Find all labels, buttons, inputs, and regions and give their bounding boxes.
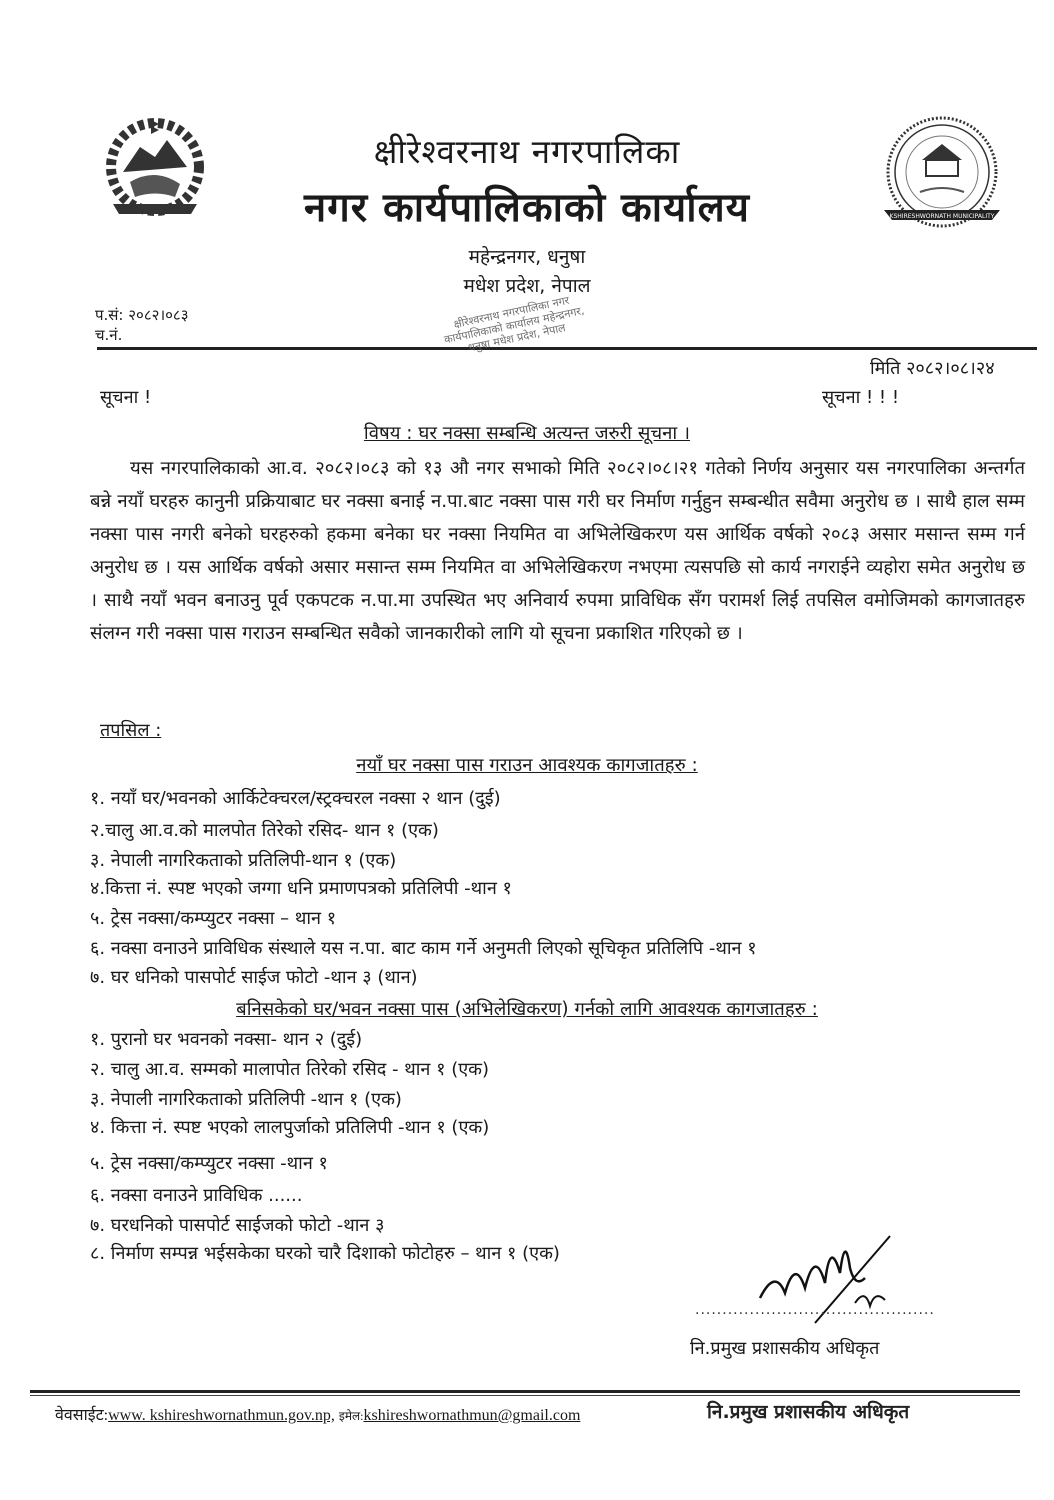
address-line-1: महेन्द्रनगर, धनुषा <box>468 246 586 268</box>
list-item: ३. नेपाली नागरिकताको प्रतिलिपी-थान १ (एक) <box>90 850 397 871</box>
list-item: ५. ट्रेस नक्सा/कम्प्युटर नक्सा -थान १ <box>90 1153 328 1174</box>
municipality-name: क्षीरेश्वरनाथ नगरपालिका <box>373 132 681 171</box>
body-paragraph: यस नगरपालिकाको आ.व. २०८२।०८३ को १३ औ नगर सभाको मिति २०८२।०८।२१ गतेको निर्णय अनुसार यस नगरपालिका अन्तर्गत बन्ने नयाँ घरहरु कानुनी प्रक्रियाबाट घर नक्सा बनाई न.पा.बाट नक्सा पास गरी घर निर्माण गर्नुहुन सम्बन्धीत सवैमा अनुरोध छ । साथै हाल सम्म नक्सा पास नगरी बनेको घरहरुको हकमा बनेका घर नक्सा नियमित वा अभिलेखिकरण यस आर्थिक वर्षको २०८३ असार मसान्त सम्म गर्न अनुरोध छ । यस आर्थिक वर्षको असार मसान्त सम्म नियमित वा अभिलेखिकरण नभएमा त्यसपछि सो कार्य नगराईने व्यहोरा समेत अनुरोध छ । साथै नयाँ भवन बनाउनु पूर्व एकपटक न.पा.मा उपस्थित भए अनिवार्य रुपमा प्राविधिक सँग परामर्श लिई तपसिल वमोजिमको कागजातहरु संलग्न गरी नक्सा पास गराउन सम्बन्धित सवैको जानकारीको लागि यो सूचना प्रकाशित गरिएको छ । <box>90 458 1025 644</box>
tapsil-label: तपसिल : <box>100 720 162 741</box>
footer-contact <box>55 1403 580 1425</box>
website-link[interactable]: www. kshireshwornathmun.gov.np, <box>108 1407 335 1424</box>
stamp-signatory-title: नि.प्रमुख प्रशासकीय अधिकृत <box>705 1398 911 1424</box>
office-stamp <box>437 290 603 414</box>
email-link[interactable]: kshireshwornathmun@gmail.com <box>363 1407 581 1424</box>
list-item: ७. घरधनिको पासपोर्ट साईजको फोटो -थान ३ <box>90 1215 385 1236</box>
list-item: ३. नेपाली नागरिकताको प्रतिलिपी -थान १ (एक) <box>90 1089 402 1110</box>
list-item: ६. नक्सा वनाउने प्राविधिक ...... <box>90 1185 303 1206</box>
list-item: ८. निर्माण सम्पन्न भईसकेका घरको चारै दिशाको फोटोहरु – थान १ (एक) <box>90 1243 560 1264</box>
subject: विषय : घर नक्सा सम्बन्धि अत्यन्त जरुरी सूचना । <box>363 423 691 444</box>
address-line-2: मधेश प्रदेश, नेपाल <box>463 275 591 297</box>
seal-text: KSHIRESHWORNATH MUNICIPALITY <box>889 213 995 220</box>
list-item: ६. नक्सा वनाउने प्राविधिक संस्थाले यस न.पा. बाट काम गर्ने अनुमती लिएको सूचिकृत प्रतिलिपि -थान १ <box>90 938 757 959</box>
notice-right: सूचना ! ! ! <box>822 387 900 408</box>
footer-rule-thin <box>30 1395 1020 1396</box>
list-item: १. पुरानो घर भवनको नक्सा- थान २ (दुई) <box>90 1029 363 1050</box>
email-label: इमेल: <box>338 1409 364 1423</box>
office-name: नगर कार्यपालिकाको कार्यालय <box>304 185 750 231</box>
list-item: ५. ट्रेस नक्सा/कम्प्युटर नक्सा – थान १ <box>90 908 337 929</box>
signatory-title: नि.प्रमुख प्रशासकीय अधिकृत <box>690 1338 880 1359</box>
letter-number: प.सं: २०८२।०८३ <box>95 306 189 324</box>
list-item: १. नयाँ घर/भवनको आर्किटेक्चरल/स्ट्रक्चरल नक्सा २ थान (दुई) <box>90 788 501 809</box>
stamp-text: क्षीरेश्वरनाथ नगरपालिका नगर कार्यपालिकाको कार्यालय महेन्द्रनगर, धनुषा मधेश प्रदेश, नेपाल <box>442 293 586 355</box>
existing-house-heading: बनिसकेको घर/भवन नक्सा पास (अभिलेखिकरण) गर्नको लागि आवश्यक कागजातहरु : <box>236 999 818 1020</box>
dispatch-number: च.नं. <box>95 326 123 344</box>
date: मिति २०८२।०८।२४ <box>870 358 995 379</box>
list-item: ४.कित्ता नं. स्पष्ट भएको जग्गा धनि प्रमाणपत्रको प्रतिलिपी -थान १ <box>90 878 512 899</box>
website-label: वेवसाईट: <box>55 1407 109 1424</box>
list-item: ४. कित्ता नं. स्पष्ट भएको लालपुर्जाको प्रतिलिपी -थान १ (एक) <box>90 1117 490 1138</box>
notice-left: सूचना ! <box>100 387 152 408</box>
new-house-heading: नयाँ घर नक्सा पास गराउन आवश्यक कागजातहरु : <box>356 755 698 776</box>
list-item: ७. घर धनिको पासपोर्ट साईज फोटो -थान ३ (थान) <box>90 967 418 988</box>
list-item: २. चालु आ.व. सम्मको मालापोत तिरेको रसिद - थान १ (एक) <box>90 1059 490 1080</box>
footer-rule <box>30 1390 1020 1393</box>
list-item: २.चालु आ.व.को मालपोत तिरेको रसिद- थान १ (एक) <box>90 820 439 841</box>
signature-dots: ............................................ <box>695 1302 935 1318</box>
